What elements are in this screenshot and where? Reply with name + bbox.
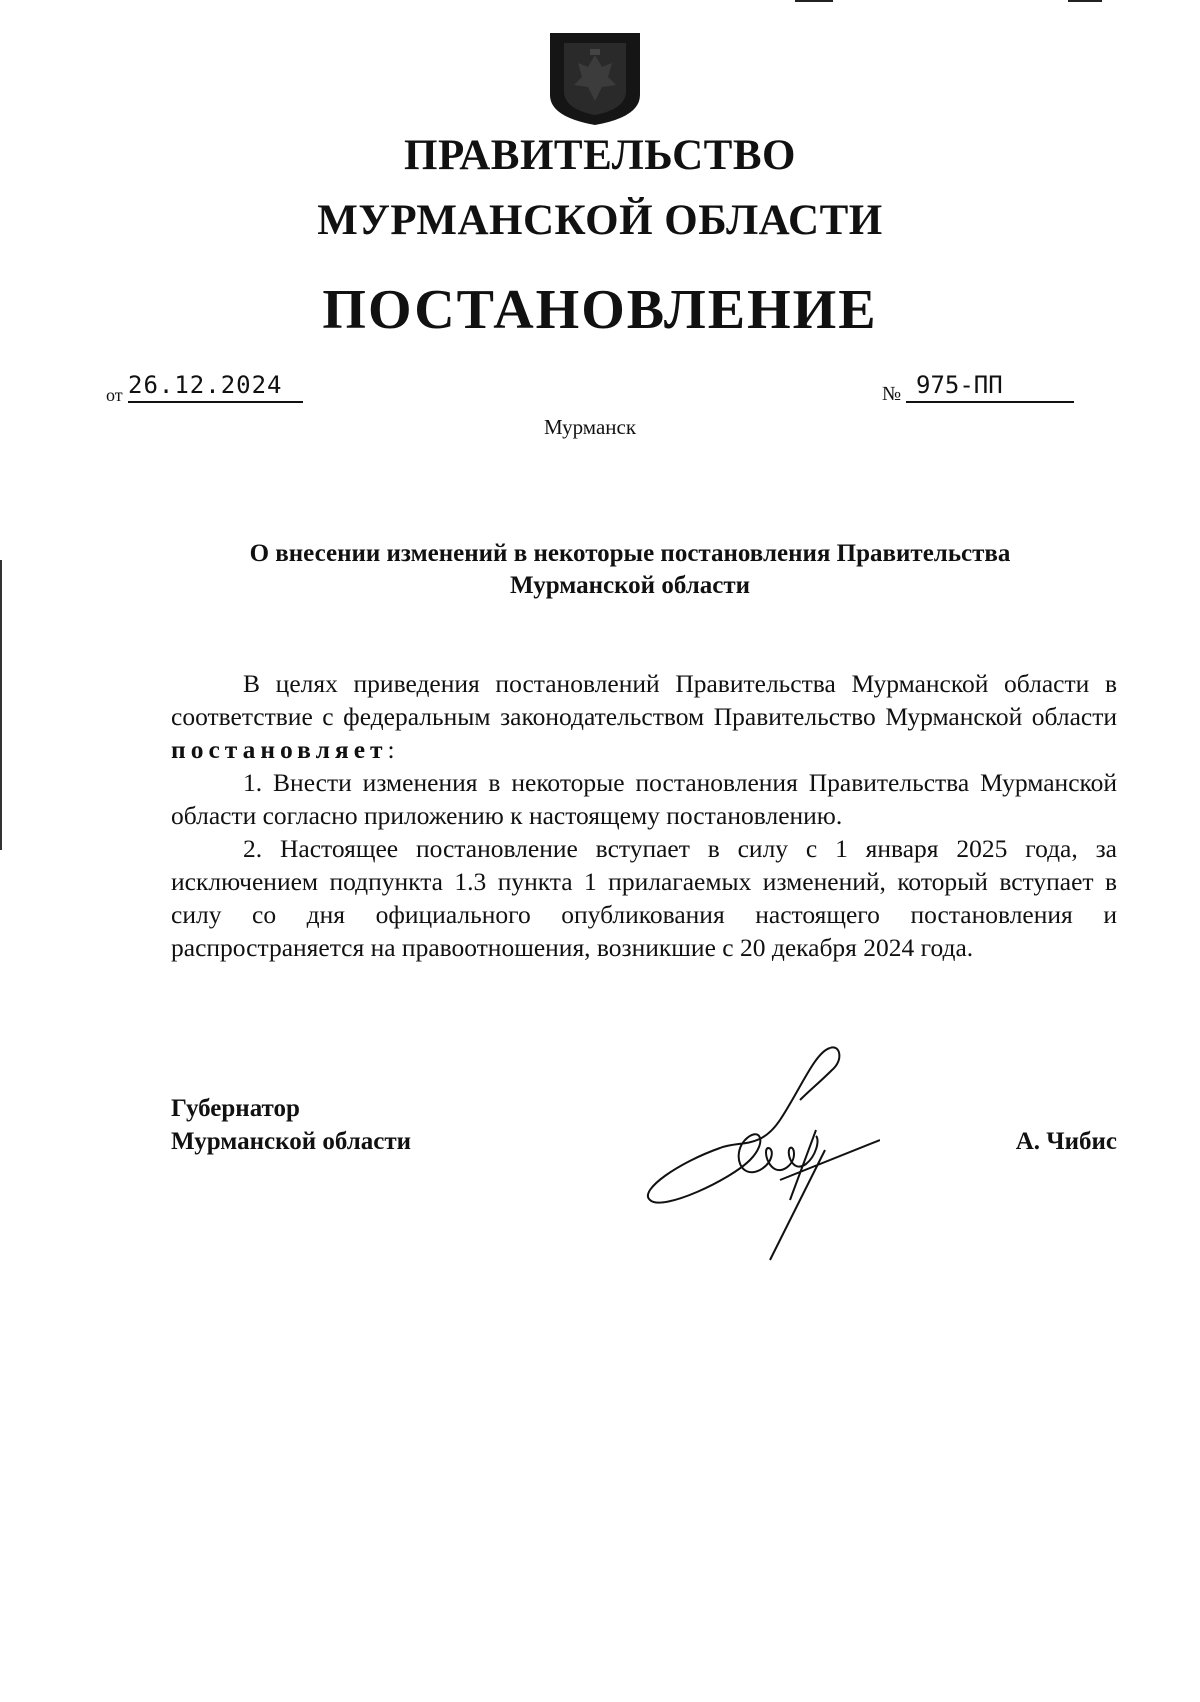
document-subject [180,538,1080,602]
signer-title-line1: Губернатор [171,1095,300,1122]
document-body [171,667,1117,964]
document-date [106,371,306,411]
body-item-1: 1. Внести изменения в некоторые постановления Правительства Мурманской области согласно приложению к настоящему постановлению. [171,768,1117,830]
number-value: 975-ПП [906,371,1074,403]
scan-edge-mark [0,560,2,850]
signer-name: А. Чибис [1015,1128,1117,1155]
scan-artifact [795,0,833,2]
decree-word: постановляет [171,735,388,764]
scan-artifact [1068,0,1102,2]
date-prefix: от [106,385,123,405]
document-type-title: ПОСТАНОВЛЕНИЕ [322,279,878,341]
government-name-line1: ПРАВИТЕЛЬСТВО [404,132,796,179]
subject-line2: Мурманской области [509,572,751,599]
coat-of-arms-emblem [550,33,640,125]
subject-line1: О внесении изменений в некоторые постановления Правительства [249,540,1011,567]
government-name-line2: МУРМАНСКОЙ ОБЛАСТИ [317,197,883,244]
body-intro-paragraph [171,667,1117,766]
signer-title-line2: Мурманской области [171,1128,412,1155]
number-prefix: № [882,383,902,405]
decree-colon: : [387,735,395,764]
city-name: Мурманск [543,415,637,439]
document-number [882,371,1082,411]
handwritten-signature [640,1030,880,1270]
date-value: 26.12.2024 [128,371,303,403]
body-item-2: 2. Настоящее постановление вступает в силу с 1 января 2025 года, за исключением подпункта 1.3 пункта 1 прилагаемых изменений, который вступает в силу со дня официального опубликования настоящего постановления и распространяется на правоотношения, возникшие с 20 декабря 2024 года. [171,834,1117,962]
signer-position [171,1092,411,1158]
body-intro: В целях приведения постановлений Правительства Мурманской области в соответствие с федеральным законодательством Правительство Мурманской области [171,669,1117,731]
